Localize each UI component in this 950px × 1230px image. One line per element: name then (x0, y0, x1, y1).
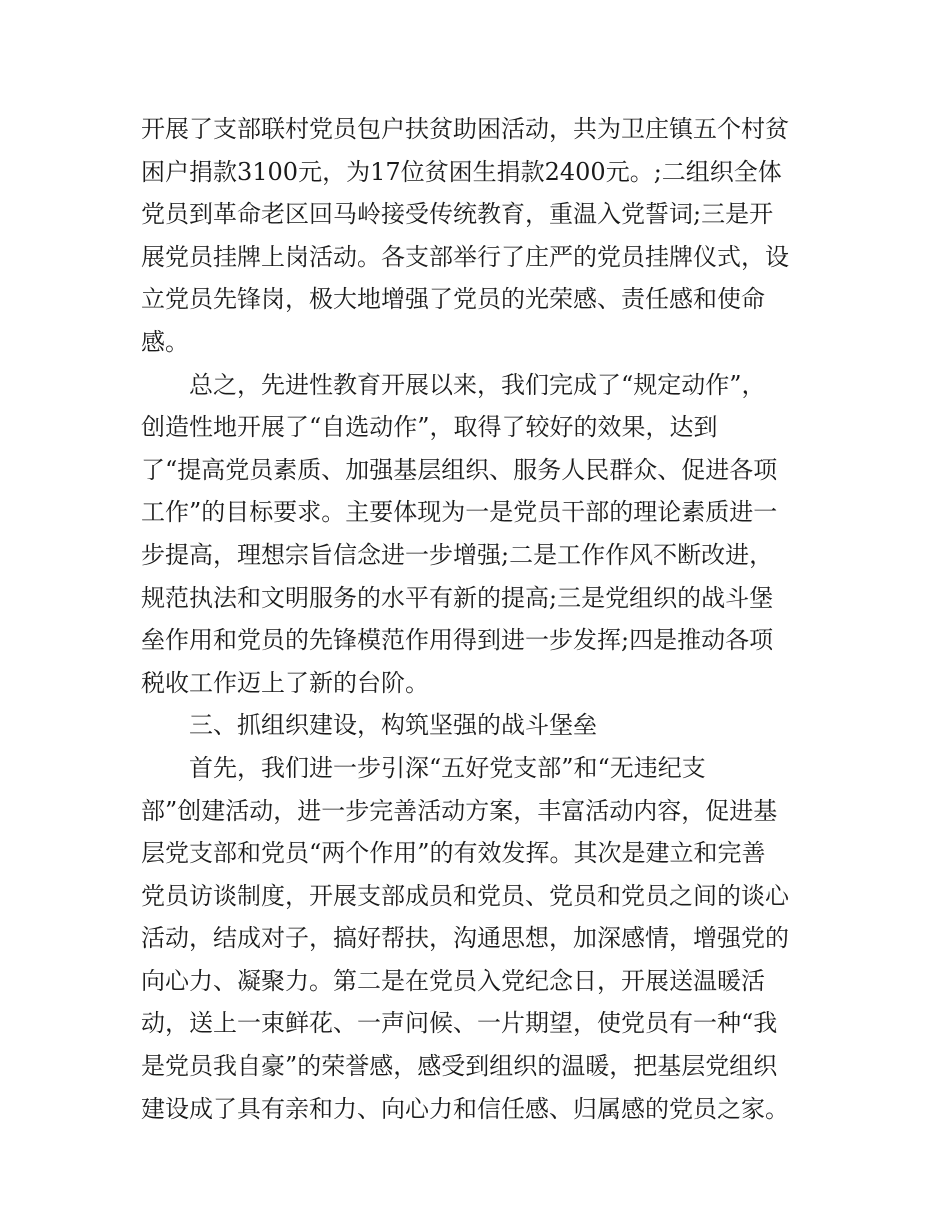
text-line: 开展了支部联村党员包户扶贫助困活动，共为卫庄镇五个村贫 (141, 115, 789, 143)
text-line: 部”创建活动，进一步完善活动方案，丰富活动内容，促进基 (141, 796, 778, 825)
text-line: 活动，结成对子，搞好帮扶，沟通思想，加深感情，增强党的 (141, 924, 789, 953)
text-line: 步提高，理想宗旨信念进一步增强;二是工作作风不断改进， (141, 540, 774, 569)
text-line: 党员访谈制度，开展支部成员和党员、党员和党员之间的谈心 (141, 881, 789, 910)
text-line: 创造性地开展了“自选动作”，取得了较好的效果，达到 (141, 413, 718, 442)
paragraph-start-line: 首先，我们进一步引深“五好党支部”和“无违纪支 (189, 753, 706, 782)
text-line: 困户捐款3100元，为17位贫困生捐款2400元。;二组织全体 (141, 157, 782, 186)
text-line: 展党员挂牌上岗活动。各支部举行了庄严的党员挂牌仪式，设 (141, 242, 789, 271)
text-line: 建设成了具有亲和力、向心力和信任感、归属感的党员之家。 (141, 1094, 789, 1123)
text-line: 工作”的目标要求。主要体现为一是党员干部的理论素质进一 (141, 498, 778, 527)
body-text (141, 108, 817, 1130)
text-line: 规范执法和文明服务的水平有新的提高;三是党组织的战斗堡 (141, 583, 774, 612)
text-line: 动，送上一束鲜花、一声问候、一片期望，使党员有一种“我 (141, 1009, 778, 1038)
paragraph-start-line: 总之，先进性教育开展以来，我们完成了“规定动作”， (189, 370, 766, 399)
text-line: 向心力、凝聚力。第二是在党员入党纪念日，开展送温暖活 (141, 966, 765, 995)
text-line: 层党支部和党员“两个作用”的有效发挥。其次是建立和完善 (141, 839, 766, 868)
text-line: 立党员先锋岗，极大地增强了党员的光荣感、责任感和使命 (141, 285, 765, 314)
text-line: 是党员我自豪”的荣誉感，感受到组织的温暖，把基层党组织 (141, 1052, 778, 1081)
text-line: 税收工作迈上了新的台阶。 (141, 668, 429, 697)
text-line: 了“提高党员素质、加强基层组织、服务人民群众、促进各项 (141, 455, 778, 484)
section-heading: 三、抓组织建设，构筑坚强的战斗堡垒 (189, 711, 597, 740)
text-line: 感。 (141, 327, 189, 356)
text-line: 党员到革命老区回马岭接受传统教育，重温入党誓词;三是开 (141, 200, 774, 229)
text-line: 垒作用和党员的先锋模范作用得到进一步发挥;四是推动各项 (141, 626, 774, 655)
